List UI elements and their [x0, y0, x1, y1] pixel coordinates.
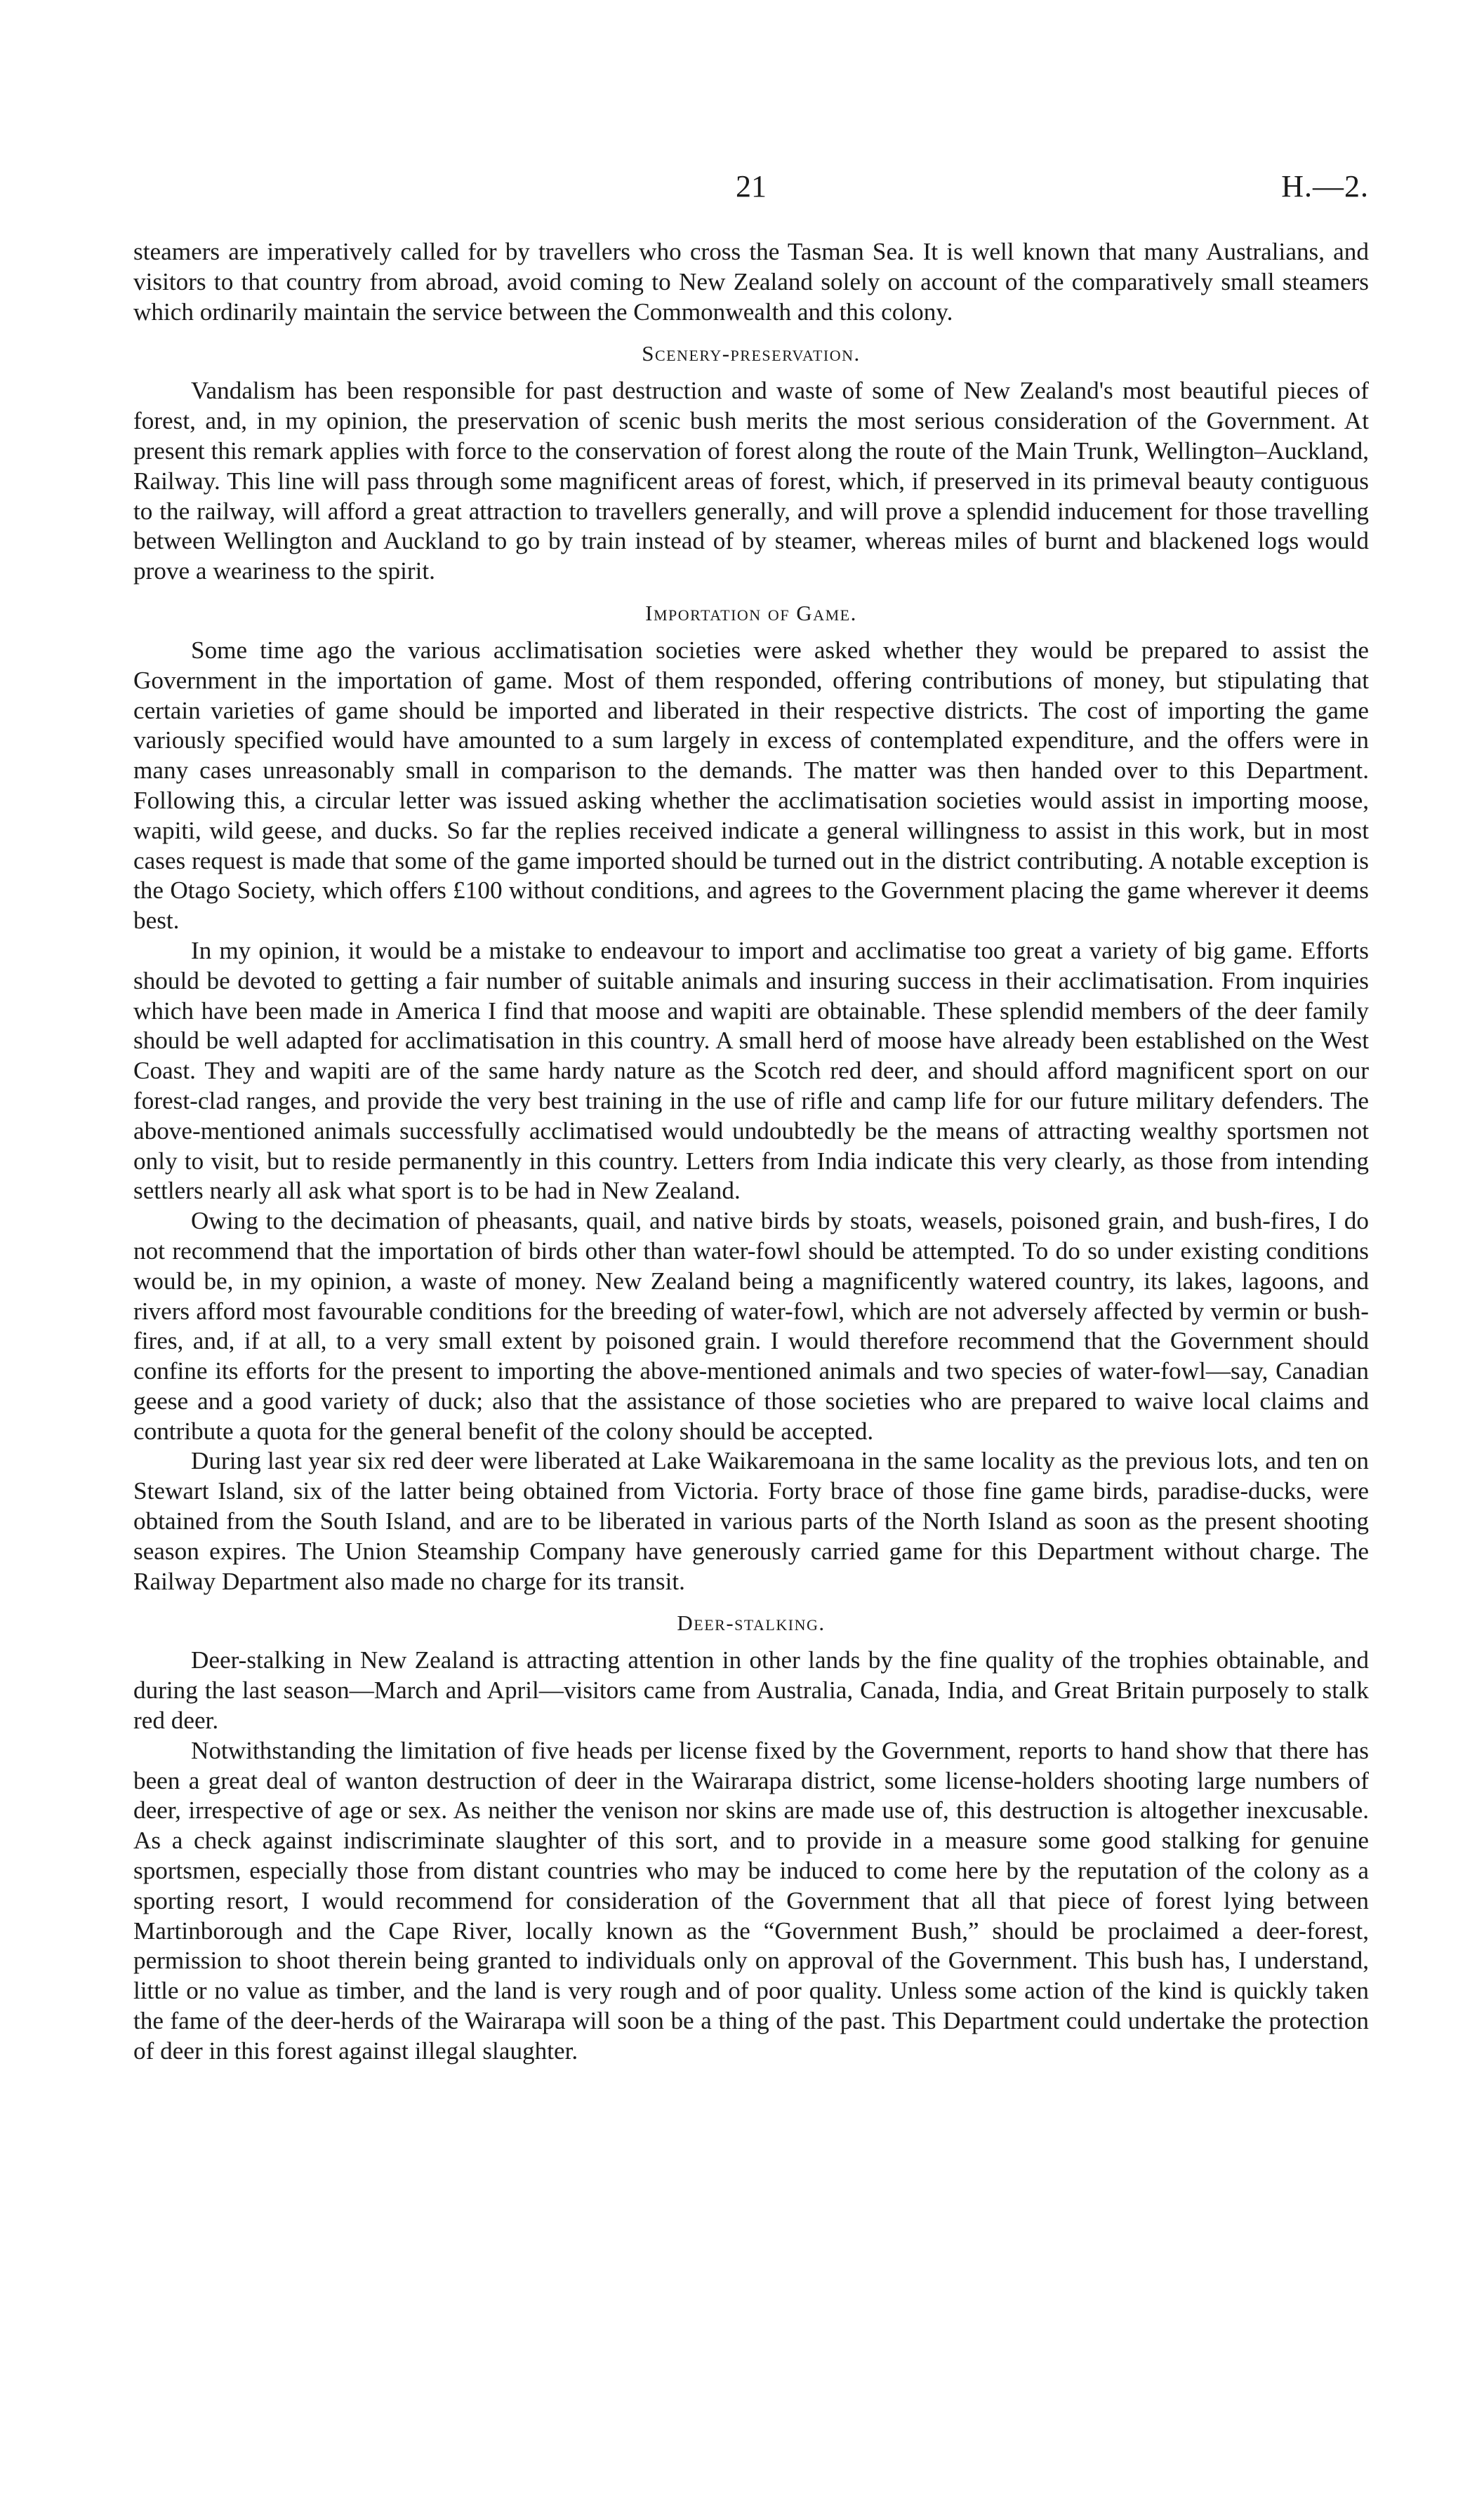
document-body — [133, 237, 1369, 2067]
paper-reference: H.—2. — [1281, 169, 1369, 204]
paragraph: Vandalism has been responsible for past destruction and waste of some of New Zealand's most beautiful pieces of forest, and, in my opinion, the preservation of scenic bush merits the most serious consideration of the Government. At present this remark applies with force to the conservation of forest along the route of the Main Trunk, Wellington–Auckland, Railway. This line will pass through some magnificent areas of forest, which, if preserved in its primeval beauty contiguous to the railway, will afford a great attraction to travellers generally, and will prove a splendid inducement for those travelling between Wellington and Auckland to go by train instead of by steamer, whereas miles of burnt and blackened logs would prove a weariness to the spirit. — [133, 377, 1369, 585]
intro-paragraph: steamers are imperatively called for by travellers who cross the Tasman Sea. It is well known that many Australians, and visitors to that country from abroad, avoid coming to New Zealand solely on account of the comparatively small steamers which ordinarily maintain the service between the Commonwealth and this colony. — [133, 238, 1369, 326]
section-deer-stalking — [133, 1608, 1369, 2066]
section-scenery-preservation — [133, 338, 1369, 587]
paragraph: Notwithstanding the limitation of five heads per license fixed by the Government, reports to hand show that there has been a great deal of wanton destruction of deer in the Wairarapa district, some license-holders shooting large numbers of deer, irrespective of age or sex. As neither the venison nor skins are made use of, this destruction is altogether inexcusable. As a check against indiscriminate slaughter of this sort, and to provide in a measure some good stalking for genuine sportsmen, especially those from distant countries who may be induced to come here by the reputation of the colony as a sporting resort, I would recommend for consideration of the Government that all that piece of forest lying between Martinborough and the Cape River, locally known as the “Government Bush,” should be proclaimed a deer-forest, permission to shoot therein being granted to individuals only on approval of the Government. This bush has, I understand, little or no value as timber, and the land is very rough and of poor quality. Unless some action of the kind is quickly taken the fame of the deer-herds of the Wairarapa will soon be a thing of the past. This Department could undertake the protection of deer in this forest against illegal slaughter. — [133, 1736, 1369, 2065]
section-heading: Scenery-preservation. — [642, 341, 861, 366]
section-heading: Deer-stalking. — [677, 1611, 826, 1636]
paragraph: Deer-stalking in New Zealand is attracting attention in other lands by the fine quality of the trophies obtainable, and during the last season—March and April—visitors came from Australia, Canada, India, and Great Britain purposely to stalk red deer. — [133, 1646, 1369, 1735]
paragraph: During last year six red deer were liberated at Lake Waikaremoana in the same locality as the previous lots, and ten on Stewart Island, six of the latter being obtained from Victoria. Forty brace of those fine game birds, paradise-ducks, were obtained from the South Island, and are to be liberated in various parts of the North Island as soon as the present shooting season expires. The Union Steamship Company have generously carried game for this Department without charge. The Railway Department also made no charge for its transit. — [133, 1447, 1369, 1595]
paragraph: Some time ago the various acclimatisation societies were asked whether they would be prepared to assist the Government in the importation of game. Most of them responded, offering contributions of money, but stipulating that certain varieties of game should be imported and liberated in their respective districts. The cost of importing the game variously specified would have amounted to a sum largely in excess of contemplated expenditure, and the offers were in many cases unreasonably small in comparison to the demands. The matter was then handed over to this Department. Following this, a circular letter was issued asking whether the acclimatisation societies would assist in importing moose, wapiti, wild geese, and ducks. So far the replies received indicate a general willingness to assist in this work, but in most cases request is made that some of the game imported should be turned out in the district contributing. A notable exception is the Otago Society, which offers £100 without conditions, and agrees to the Government placing the game wherever it deems best. — [133, 636, 1369, 935]
section-importation-of-game — [133, 598, 1369, 1597]
page-number: 21 — [736, 169, 767, 204]
paragraph: In my opinion, it would be a mistake to endeavour to import and acclimatise too great a variety of big game. Efforts should be devoted to getting a fair number of suitable animals and insuring success in their acclimatisation. From inquiries which have been made in America I find that moose and wapiti are obtainable. These splendid members of the deer family should be well adapted for acclimatisation in this country. A small herd of moose have already been established on the West Coast. They and wapiti are of the same hardy nature as the Scotch red deer, and should afford magnificent sport on our forest-clad ranges, and provide the very best training in the use of rifle and camp life for our future military defenders. The above-mentioned animals successfully acclimatised would undoubtedly be the means of attracting wealthy sportsmen not only to visit, but to reside permanently in this country. Letters from India indicate this very clearly, as those from intending settlers nearly all ask what sport is to be had in New Zealand. — [133, 936, 1369, 1205]
page-header — [133, 168, 1369, 211]
section-heading: Importation of Game. — [645, 600, 857, 625]
paragraph: Owing to the decimation of pheasants, quail, and native birds by stoats, weasels, poisoned grain, and bush-fires, I do not recommend that the importation of birds other than water-fowl should be attempted. To do so under existing conditions would be, in my opinion, a waste of money. New Zealand being a magnificently watered country, its lakes, lagoons, and rivers afford most favourable conditions for the breeding of water-fowl, which are not adversely affected by vermin or bush-fires, and, if at all, to a very small extent by poisoned grain. I would therefore recommend that the Government should confine its efforts for the present to importing the above-mentioned animals and two species of water-fowl—say, Canadian geese and a good variety of duck; also that the assistance of those societies who are prepared to waive local claims and contribute a quota for the general benefit of the colony should be accepted. — [133, 1207, 1369, 1445]
